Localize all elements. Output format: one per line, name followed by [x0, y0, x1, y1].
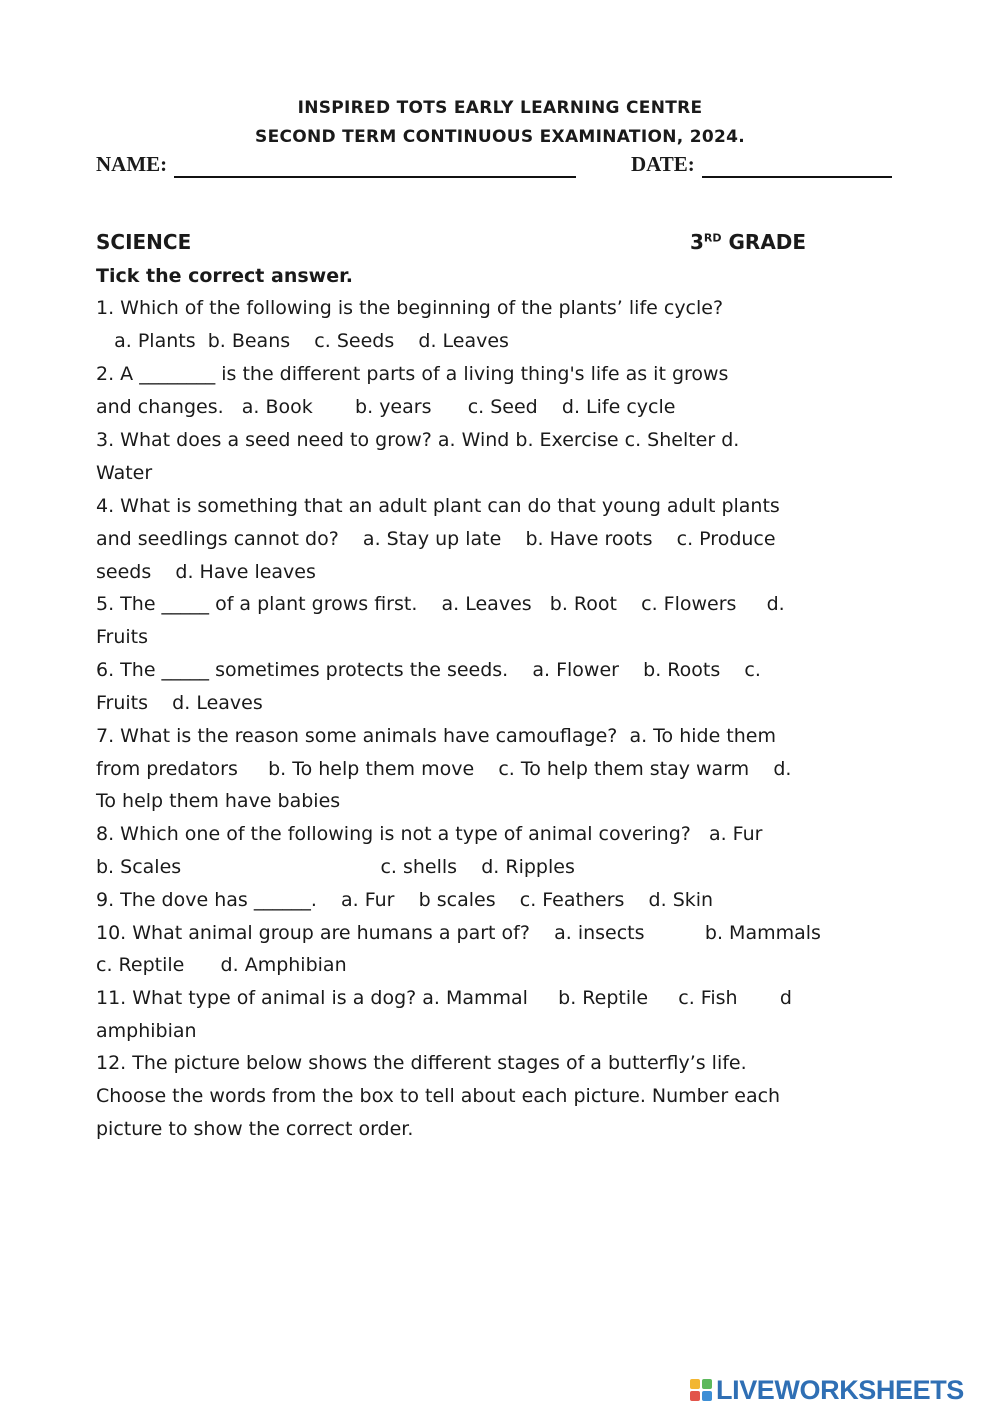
question-line: 9. The dove has ______. a. Fur b scales c. Feathers d. Skin	[96, 889, 714, 911]
subject-title: SCIENCE	[96, 230, 192, 254]
grade-number: 3	[690, 230, 704, 254]
question-line: amphibian	[96, 1020, 197, 1042]
question-line: and seedlings cannot do? a. Stay up late b. Have roots c. Produce	[96, 528, 776, 550]
name-date-row	[96, 152, 896, 182]
question-line: Water	[96, 462, 153, 484]
grade-word: GRADE	[728, 230, 807, 254]
instruction: Tick the correct answer.	[96, 265, 353, 287]
question-line: and changes. a. Book b. years c. Seed d. Life cycle	[96, 396, 676, 418]
question-line: a. Plants b. Beans c. Seeds d. Leaves	[96, 330, 509, 352]
question-line: seeds d. Have leaves	[96, 561, 316, 583]
question-line: 7. What is the reason some animals have camouflage? a. To hide them	[96, 725, 777, 747]
date-label: DATE:	[631, 152, 695, 176]
question-line: c. Reptile d. Amphibian	[96, 954, 347, 976]
question-line: Choose the words from the box to tell about each picture. Number each	[96, 1085, 781, 1107]
question-line: b. Scales c. shells d. Ripples	[96, 856, 575, 878]
school-name: INSPIRED TOTS EARLY LEARNING CENTRE	[297, 98, 703, 118]
question-line: 4. What is something that an adult plant can do that young adult plants	[96, 495, 780, 517]
question-line: Fruits d. Leaves	[96, 692, 263, 714]
question-line: 12. The picture below shows the different stages of a butterfly’s life.	[96, 1052, 747, 1074]
question-line: from predators b. To help them move c. To help them stay warm d.	[96, 758, 792, 780]
question-line: Fruits	[96, 626, 149, 648]
liveworksheets-logo[interactable]	[690, 1372, 964, 1408]
question-line: 6. The _____ sometimes protects the seeds. a. Flower b. Roots c.	[96, 659, 761, 681]
name-label: NAME:	[96, 152, 168, 176]
logo-text: LIVEWORKSHEETS	[716, 1374, 964, 1405]
question-line: 10. What animal group are humans a part of? a. insects b. Mammals	[96, 922, 821, 944]
exam-title: SECOND TERM CONTINUOUS EXAMINATION, 2024.	[255, 127, 745, 147]
question-line: To help them have babies	[96, 790, 341, 812]
question-line: 2. A ________ is the different parts of a living thing's life as it grows	[96, 363, 729, 385]
question-line: 1. Which of the following is the beginning of the plants’ life cycle?	[96, 297, 724, 319]
grade-ordinal: RD	[703, 231, 722, 245]
grade-label	[690, 230, 806, 254]
question-line: 5. The _____ of a plant grows first. a. Leaves b. Root c. Flowers d.	[96, 593, 785, 615]
liveworksheets-icon	[690, 1379, 712, 1401]
question-line: 3. What does a seed need to grow? a. Wind b. Exercise c. Shelter d.	[96, 429, 740, 451]
question-line: 11. What type of animal is a dog? a. Mammal b. Reptile c. Fish d	[96, 987, 792, 1009]
question-line: picture to show the correct order.	[96, 1118, 414, 1140]
question-line: 8. Which one of the following is not a type of animal covering? a. Fur	[96, 823, 763, 845]
date-field-line[interactable]	[702, 176, 892, 178]
name-field-line[interactable]	[174, 176, 576, 178]
